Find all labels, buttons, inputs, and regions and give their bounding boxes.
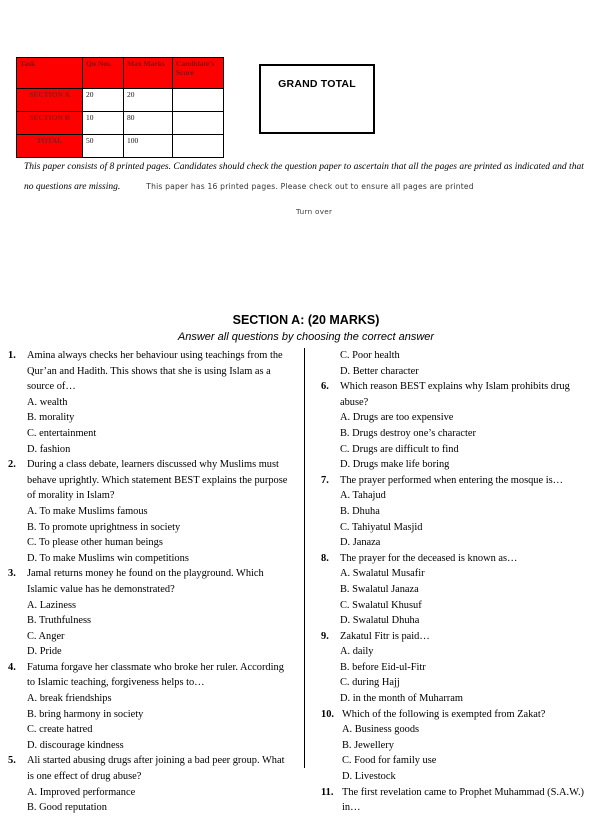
question-7-option-b[interactable]: B. Dhuha: [340, 505, 380, 517]
grand-total-box[interactable]: [259, 64, 375, 134]
question-2-stem: During a class debate, learners discussed why Muslims must behave uprightly. Which statement BEST explains the purpose of morality in Islam?: [27, 459, 288, 502]
question-5-option-c[interactable]: C. Poor health: [340, 350, 400, 361]
question-9-stem: Zakatul Fitr is paid…: [340, 630, 430, 642]
question-11: [321, 785, 594, 816]
question-8-option-a[interactable]: A. Swalatul Musafir: [340, 568, 425, 580]
question-3: [8, 566, 290, 660]
notice-text: This paper consists of 8 printed pages. Candidates should check the question paper to ascertain that all the pages are printed as indicated and that no questions are missing.: [24, 162, 584, 192]
handwritten-note: This paper has 16 printed pages. Please check out to ensure all pages are printed: [146, 182, 474, 191]
grand-total-label: GRAND TOTAL: [278, 78, 356, 90]
question-3-option-d[interactable]: D. Pride: [27, 646, 62, 658]
question-4-number: 4.: [8, 661, 16, 673]
question-1-option-c[interactable]: C. entertainment: [27, 427, 97, 439]
row-max-marks-total: 100: [124, 135, 173, 158]
section-a-heading: SECTION A: (20 MARKS): [232, 313, 380, 327]
row-score-total[interactable]: [173, 135, 224, 158]
printed-pages-notice: [24, 158, 590, 197]
header-max-marks: Max Marks: [124, 58, 173, 89]
question-4-option-b[interactable]: B. bring harmony in society: [27, 708, 144, 720]
marks-table: [16, 57, 224, 158]
question-5-number: 5.: [8, 755, 16, 767]
question-3-option-a[interactable]: A. Laziness: [27, 599, 77, 611]
question-1-option-a[interactable]: A. wealth: [27, 396, 68, 408]
table-row: [17, 135, 224, 158]
row-score-section-b[interactable]: [173, 112, 224, 135]
question-1-number: 1.: [8, 350, 16, 361]
question-2: [8, 457, 290, 566]
question-3-number: 3.: [8, 568, 16, 580]
question-10-option-b[interactable]: B. Jewellery: [342, 739, 394, 751]
row-task-section-a: SECTION A: [17, 89, 83, 112]
question-9-option-b[interactable]: B. before Eid-ul-Fitr: [340, 661, 426, 673]
table-row: [17, 89, 224, 112]
question-1-stem: Amina always checks her behaviour using teachings from the Qur’an and Hadith. This shows that she is using Islam as a source of…: [27, 350, 283, 393]
question-10-option-c[interactable]: C. Food for family use: [342, 755, 437, 767]
question-8: [321, 551, 594, 629]
row-score-section-a[interactable]: [173, 89, 224, 112]
question-2-option-d[interactable]: D. To make Muslims win competitions: [27, 552, 189, 564]
question-5-option-a[interactable]: A. Improved performance: [27, 786, 136, 798]
question-4-option-d[interactable]: D. discourage kindness: [27, 739, 124, 751]
question-8-stem: The prayer for the deceased is known as…: [340, 552, 518, 564]
question-3-option-c[interactable]: C. Anger: [27, 630, 65, 642]
question-2-number: 2.: [8, 459, 16, 471]
question-9-option-a[interactable]: A. daily: [340, 646, 374, 658]
question-8-option-d[interactable]: D. Swalatul Dhuha: [340, 615, 420, 627]
question-6: [321, 379, 594, 473]
question-4-stem: Fatuma forgave her classmate who broke her ruler. According to Islamic teaching, forgiveness helps to…: [27, 661, 284, 689]
row-qn-nos-total: 50: [83, 135, 124, 158]
question-3-option-b[interactable]: B. Truthfulness: [27, 615, 92, 627]
question-1-option-b[interactable]: B. morality: [27, 412, 75, 424]
question-4-option-c[interactable]: C. create hatred: [27, 724, 93, 736]
question-2-option-b[interactable]: B. To promote uprightness in society: [27, 521, 181, 533]
question-6-stem: Which reason BEST explains why Islam prohibits drug abuse?: [340, 381, 570, 408]
question-8-number: 8.: [321, 552, 329, 564]
question-5: [8, 753, 290, 815]
question-7-stem: The prayer performed when entering the mosque is…: [340, 474, 564, 486]
row-max-marks-section-b: 80: [124, 112, 173, 135]
marks-summary-table: [16, 57, 224, 158]
header-qn-nos: Qn Nos.: [83, 58, 124, 89]
row-qn-nos-section-b: 10: [83, 112, 124, 135]
question-7-option-d[interactable]: D. Janaza: [340, 537, 381, 549]
question-3-stem: Jamal returns money he found on the playground. Which Islamic value has he demonstrated?: [27, 568, 264, 595]
questions-area: [8, 348, 604, 814]
row-task-total: TOTAL: [17, 135, 83, 158]
question-10-number: 10.: [321, 708, 334, 720]
question-11-number: 11.: [321, 786, 334, 798]
question-10: [321, 707, 594, 785]
question-10-option-a[interactable]: A. Business goods: [342, 724, 420, 736]
question-4-option-a[interactable]: A. break friendships: [27, 693, 112, 705]
question-6-option-d[interactable]: D. Drugs make life boring: [340, 459, 450, 471]
questions-column-right: [304, 348, 594, 814]
question-7-number: 7.: [321, 474, 329, 486]
question-6-option-b[interactable]: B. Drugs destroy one’s character: [340, 427, 476, 439]
header-task: Task: [17, 58, 83, 89]
question-5-option-b[interactable]: B. Good reputation: [27, 802, 107, 814]
question-4: [8, 660, 290, 754]
question-2-option-c[interactable]: C. To please other human beings: [27, 537, 163, 549]
turn-over-note: Turn over: [296, 207, 333, 216]
question-10-option-d[interactable]: D. Livestock: [342, 771, 396, 783]
question-7-option-c[interactable]: C. Tahiyatul Masjid: [340, 521, 423, 533]
question-1-option-d[interactable]: D. fashion: [27, 443, 71, 455]
questions-column-left: [8, 348, 298, 814]
question-5-option-d[interactable]: D. Better character: [340, 365, 419, 377]
question-6-option-a[interactable]: A. Drugs are too expensive: [340, 412, 454, 424]
header-candidate-score: Candidate's Score: [173, 58, 224, 89]
question-8-option-c[interactable]: C. Swalatul Khusuf: [340, 599, 422, 611]
question-9-number: 9.: [321, 630, 329, 642]
question-5-stem: Ali started abusing drugs after joining a bad peer group. What is one effect of drug abuse?: [27, 755, 285, 783]
question-9: [321, 629, 594, 707]
question-10-stem: Which of the following is exempted from Zakat?: [342, 708, 546, 720]
question-11-stem: The first revelation came to Prophet Muhammad (S.A.W.) in…: [342, 786, 585, 814]
row-max-marks-section-a: 20: [124, 89, 173, 112]
row-task-section-b: SECTION B: [17, 112, 83, 135]
table-row: [17, 112, 224, 135]
question-8-option-b[interactable]: B. Swalatul Janaza: [340, 583, 419, 595]
question-1: [8, 348, 290, 457]
question-9-option-c[interactable]: C. during Hajj: [340, 677, 400, 689]
question-7-option-a[interactable]: A. Tahajud: [340, 490, 386, 502]
section-a-instruction: Answer all questions by choosing the correct answer: [177, 331, 435, 343]
question-6-number: 6.: [321, 381, 329, 393]
question-9-option-d[interactable]: D. in the month of Muharram: [340, 693, 463, 705]
question-7: [321, 473, 594, 551]
row-qn-nos-section-a: 20: [83, 89, 124, 112]
question-6-option-c[interactable]: C. Drugs are difficult to find: [340, 443, 459, 455]
table-header-row: [17, 58, 224, 89]
question-2-option-a[interactable]: A. To make Muslims famous: [27, 505, 148, 517]
